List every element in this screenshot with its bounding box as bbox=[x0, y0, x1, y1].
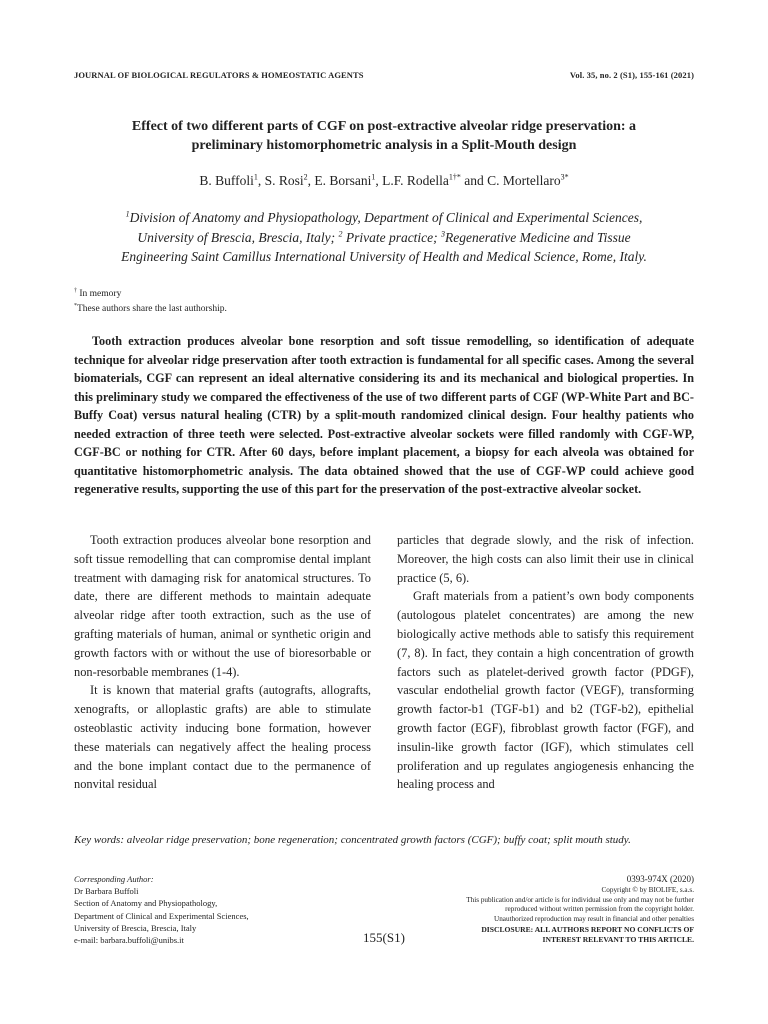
author-name: C. Mortellaro bbox=[487, 173, 561, 188]
usage-line: This publication and/or article is for individual use only and may not be further bbox=[466, 895, 694, 904]
affiliation-line-2 bbox=[74, 228, 694, 248]
disclosure-line: INTEREST RELEVANT TO THIS ARTICLE. bbox=[542, 934, 694, 944]
author-separator: , bbox=[257, 173, 265, 188]
body-paragraph: It is known that material grafts (autografts, allografts, xenografts, or alloplastic grafts) are able to stimulate osteoblastic activity inducing bone formation, however these materials can negatively affect the healing process and the bone implant contact due to the permanence of nonvital residual bbox=[74, 683, 371, 792]
affiliations bbox=[74, 208, 694, 267]
copyright-line: Copyright © by BIOLIFE, s.a.s. bbox=[601, 886, 694, 894]
volume-info: Vol. 35, no. 2 (S1), 155-161 (2021) bbox=[569, 70, 694, 80]
author-name: B. Buffoli bbox=[199, 173, 254, 188]
keywords: Key words: alveolar ridge preservation; bone regeneration; concentrated growth factors (CGF); buffy coat; split mouth study. bbox=[74, 834, 631, 846]
affiliation-text: University of Brescia, Brescia, Italy; bbox=[137, 229, 339, 245]
disclosure-line: DISCLOSURE: ALL AUTHORS REPORT NO CONFLICTS OF bbox=[481, 924, 694, 934]
footnote-mark: * bbox=[74, 302, 77, 309]
corresponding-address-line: Department of Clinical and Experimental Sciences, bbox=[74, 910, 249, 921]
author-list bbox=[74, 172, 694, 190]
affiliation-mark: 3 bbox=[441, 229, 446, 238]
title-line-1: Effect of two different parts of CGF on post-extractive alveolar ridge preservation: a bbox=[131, 119, 637, 134]
corresponding-address-line: University of Brescia, Brescia, Italy bbox=[74, 922, 197, 933]
article-title bbox=[74, 117, 694, 155]
author-name: S. Rosi bbox=[264, 173, 304, 188]
author-affiliation-mark: 1 bbox=[371, 172, 376, 182]
author-footnotes bbox=[74, 287, 227, 317]
running-head bbox=[74, 70, 694, 80]
footnote-shared-authorship bbox=[74, 302, 227, 317]
affiliation-mark: 1 bbox=[125, 209, 130, 219]
corresponding-name: Dr Barbara Buffoli bbox=[74, 886, 139, 897]
body-column-left bbox=[74, 531, 371, 794]
footnote-mark: † bbox=[74, 287, 77, 294]
author-separator: , bbox=[307, 173, 315, 188]
journal-name: JOURNAL OF BIOLOGICAL REGULATORS & HOMEOSTATIC AGENTS bbox=[74, 70, 364, 80]
affiliation-line-1 bbox=[74, 208, 694, 228]
author-name: E. Borsani bbox=[314, 173, 372, 188]
rights-notice bbox=[466, 873, 694, 944]
usage-line: reproduced without written permission from the copyright holder. bbox=[505, 905, 694, 914]
author-separator: and bbox=[460, 173, 488, 188]
usage-line: Unauthorized reproduction may result in financial and other penalties bbox=[494, 915, 694, 924]
body-column-right bbox=[397, 531, 694, 794]
affiliation-text: Private practice; bbox=[342, 229, 442, 245]
footnote-text: These authors share the last authorship. bbox=[77, 304, 227, 314]
footnote-text: In memory bbox=[77, 289, 122, 299]
title-line-2: preliminary histomorphometric analysis in a Split-Mouth design bbox=[191, 138, 577, 153]
author-separator: , bbox=[375, 173, 383, 188]
author-affiliation-mark: 1†* bbox=[448, 172, 461, 182]
affiliation-line-3: Engineering Saint Camillus International University of Health and Medical Science, Rome, Italy. bbox=[121, 249, 647, 264]
affiliation-mark: 2 bbox=[338, 229, 343, 238]
corresponding-label: Corresponding Author: bbox=[74, 874, 154, 884]
body-paragraph: Graft materials from a patient’s own body components (autologous platelet concentrates) are among the new biologically active methods able to satisfy this requirement (7, 8). In fact, they contain a high concentration of growth factors such as platelet-derived growth factor (PDGF), vascular endothelial growth factor (VEGF), transforming growth factor-b1 (TGF-b1) and b2 (TGF-b2), epithelial growth factor (EGF), fibroblast growth factor (FGF), and insulin-like growth factor (IGF), which stimulates cell proliferation and up regulates angiogenesis enhancing the healing process and bbox=[397, 589, 694, 792]
author-name: L.F. Rodella bbox=[382, 173, 449, 188]
body-paragraph: particles that degrade slowly, and the risk of infection. Moreover, the high costs can also limit their use in clinical practice (5, 6). bbox=[397, 533, 694, 585]
abstract: Tooth extraction produces alveolar bone resorption and soft tissue remodelling, so identification of adequate technique for alveolar ridge preservation after tooth extraction is fundamental for all specific cases. Among the several biomaterials, CGF can represent an ideal alternative considering its and its mechanical and biological properties. In this preliminary study we compared the effectiveness of the use of two different parts of CGF (WP-White Part and BC-Buffy Coat) versus natural healing (CTR) by a split-mouth randomized clinical design. Four healthy patients who needed extraction of three teeth were selected. Post-extractive alveolar sockets were filled randomly with CGF-WP, CGF-BC or nothing for CTR. After 60 days, before implant placement, a biopsy for each alveola was obtained for quantitative histomorphometric analysis. The data obtained showed that the use of CGF-WP could achieve good regenerative results, supporting the use of this part for the preservation of the post-extractive alveolar socket. bbox=[74, 334, 694, 496]
author-affiliation-mark: 2 bbox=[303, 172, 308, 182]
page-number: 155(S1) bbox=[363, 930, 405, 945]
affiliation-text: Division of Anatomy and Physiopathology, Department of Clinical and Experimental Sciences, bbox=[129, 210, 643, 225]
issn: 0393-974X (2020) bbox=[626, 874, 694, 884]
corresponding-address-line: Section of Anatomy and Physiopathology, bbox=[74, 898, 218, 909]
author-affiliation-mark: 1 bbox=[253, 172, 258, 182]
footnote-in-memory bbox=[74, 287, 227, 302]
corresponding-author bbox=[74, 873, 249, 946]
corresponding-email: e-mail: barbara.buffoli@unibs.it bbox=[74, 935, 184, 946]
affiliation-text: Regenerative Medicine and Tissue bbox=[445, 229, 631, 245]
author-affiliation-mark: 3* bbox=[560, 172, 569, 182]
body-paragraph: Tooth extraction produces alveolar bone resorption and soft tissue remodelling that can compromise dental implant treatment with damaging risk for anatomical structures. To date, there are different methods to maintain adequate alveolar ridge after tooth extraction, such as the use of grafting materials of human, animal or synthetic origin and growth factors with or without the use of bioresorbable or non-resorbable membranes (1-4). bbox=[74, 533, 371, 679]
